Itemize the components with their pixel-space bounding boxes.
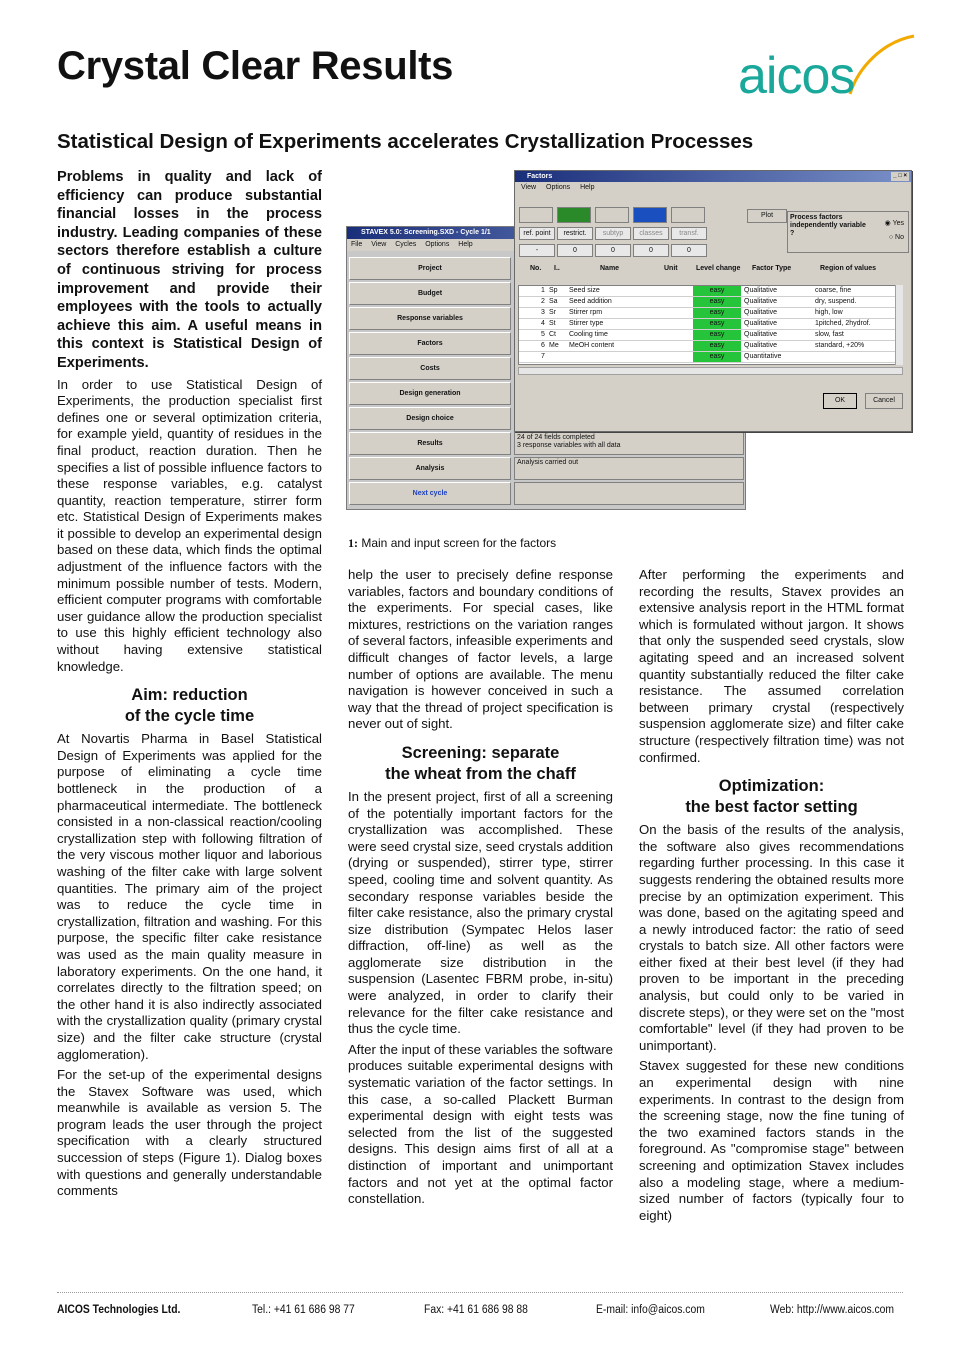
factors-title-bar (515, 171, 911, 182)
menu-file[interactable]: File (351, 241, 363, 248)
design-choice-button[interactable]: Design choice (349, 407, 511, 430)
section-heading-aim (57, 685, 322, 727)
plot-button[interactable]: Plot (747, 209, 787, 223)
heading-line: Optimization: (718, 777, 825, 796)
factors-title: Factors (527, 173, 553, 180)
table-cell: MeOH content (569, 342, 615, 349)
classes-button[interactable]: classes (633, 227, 669, 240)
figure-caption (348, 536, 556, 551)
table-cell: easy (693, 286, 741, 296)
table-cell: 5 (541, 331, 545, 338)
column-header: Level change (696, 265, 741, 272)
table-row[interactable] (519, 286, 902, 297)
table-cell: Seed addition (569, 298, 612, 305)
factor-grid-header (518, 259, 908, 285)
analysis-status: Analysis carried out (514, 457, 744, 480)
table-row[interactable] (519, 341, 902, 352)
table-cell: Qualitative (744, 331, 778, 338)
table-cell: Qualitative (744, 342, 778, 349)
menu-options[interactable]: Options (425, 241, 450, 248)
paragraph: After the input of these variables the software produces suitable experimental designs with systematic variation of the factor settings. In this case, a so-called Plackett Burman experimental design with eight tests was selected from the list of the suggested designs. This design aims first of all at a distinction of important and unimportant factors and not yet at the optimal factor constellation. (348, 1041, 613, 1207)
menu-help[interactable]: Help (580, 184, 595, 191)
caption-number: 1: (348, 536, 358, 550)
table-cell: 2 (541, 298, 545, 305)
window-controls-icon[interactable]: _ □ × (893, 173, 907, 179)
lead-paragraph: Problems in quality and lack of efficiency can produce substantial financial losses in the process industry. Leading companies of these sectors therefore establish a culture of continuous striving for process improvement and provide their employees with the tools to actually achieve this aim. A useful means in this context is Statistical Design of Experiments. (57, 169, 322, 371)
column-2 (348, 567, 613, 1212)
heading-line: the wheat from the chaff (385, 764, 576, 783)
table-cell: high, low (815, 309, 843, 316)
factors-menu-bar (515, 182, 911, 193)
toolbar-yinyang-icon[interactable] (671, 207, 705, 223)
subtyp-button[interactable]: subtyp (595, 227, 631, 240)
section-heading-screening (348, 743, 613, 785)
table-cell: Stirrer type (569, 320, 604, 327)
column-header: Unit (664, 265, 678, 272)
paragraph: For the set-up of the experimental designs the Stavex Software was used, which meanwhile is available as version 5. The program leads the user through the project specification with a clearly structured succession of steps (Figure 1). Dialog boxes with questions and generally understandable comments (57, 1067, 322, 1199)
table-cell: Ct (549, 331, 556, 338)
costs-button[interactable]: Costs (349, 357, 511, 380)
paragraph: Stavex suggested for these new conditions an experimental design with nine experiments. In contrast to the design from the screening stage, now the fine tuning of the two examined factors stands in the foreground. As "compromise stage" between screening and optimization Stavex includes also a modeling stage, where a medium-sized number of factors (typically four to eight) (639, 1058, 904, 1223)
results-status-line: 3 response variables with all data (517, 442, 621, 449)
column-header: Factor Type (752, 265, 792, 272)
table-cell: 4 (541, 320, 545, 327)
menu-cycles[interactable]: Cycles (395, 241, 417, 248)
table-cell: dry, suspend. (815, 298, 857, 305)
option-yes[interactable]: ◉ Yes (884, 220, 904, 227)
cancel-button[interactable]: Cancel (865, 393, 903, 409)
table-cell: Seed size (569, 287, 600, 294)
toolbar-green-icon[interactable] (557, 207, 591, 223)
factors-button[interactable]: Factors (349, 332, 511, 355)
table-row[interactable] (519, 308, 902, 319)
table-cell: coarse, fine (815, 287, 852, 294)
table-cell: Qualitative (744, 298, 778, 305)
section-heading-optimization (639, 776, 904, 818)
footer-web[interactable]: Web: http://www.aicos.com (770, 1304, 895, 1316)
table-cell: easy (693, 308, 741, 318)
paragraph: On the basis of the results of the analysis, the software also gives recommendations regarding further processing. In this case it suggests rendering the obtained results more precise by an optimization experiment. This was done, based on the agitating speed and a newly introduced factor: the ratio of seed crystals to batch size. All other factors were either fixed at their best level (if they had proven to be important in the preceding analysis, but could only to be varied in discrete steps), or they were set on the "most comfortable" level (if they had proven to be unimportant). (639, 822, 904, 1053)
toolbar-blue-icon[interactable] (633, 207, 667, 223)
heading-line: the best factor setting (685, 798, 858, 817)
heading-line: Screening: separate (401, 743, 560, 762)
count-field: 0 (595, 244, 631, 257)
heading-line: of the cycle time (124, 707, 255, 726)
option-yes-label: Yes (892, 220, 904, 227)
column-header: Region of values (820, 265, 877, 272)
table-cell: Cooling time (569, 331, 608, 338)
menu-view[interactable]: View (371, 241, 387, 248)
footer-divider (57, 1292, 903, 1293)
count-field: 0 (671, 244, 707, 257)
count-field: 0 (633, 244, 669, 257)
process-factors-label: Process factors independently variable ? (790, 214, 866, 237)
table-row[interactable] (519, 297, 902, 308)
column-header: Name (600, 265, 620, 272)
page-title: Crystal Clear Results (57, 44, 454, 88)
footer-company: AICOS Technologies Ltd. (57, 1304, 181, 1316)
table-cell: 6 (541, 342, 545, 349)
table-cell: easy (693, 341, 741, 351)
option-no[interactable]: ○ No (888, 234, 904, 241)
grid-horizontal-scrollbar[interactable] (518, 367, 903, 375)
page-subtitle: Statistical Design of Experiments accelerates Crystallization Processes (57, 130, 754, 153)
process-factors-group (787, 211, 909, 253)
table-cell: standard, +20% (815, 342, 865, 349)
table-cell: Sp (549, 287, 558, 294)
design-generation-button[interactable]: Design generation (349, 382, 511, 405)
column-3 (639, 567, 904, 1228)
ok-button[interactable]: OK (823, 393, 857, 409)
table-cell: Stirrer rpm (569, 309, 603, 316)
aicos-logo (732, 28, 922, 108)
table-cell: 1 (541, 287, 545, 294)
transf-button[interactable]: transf. (671, 227, 707, 240)
restrict-button[interactable]: restrict. (557, 227, 593, 240)
results-button[interactable]: Results (349, 432, 511, 455)
table-cell: slow, fast (815, 331, 844, 338)
table-cell: easy (693, 319, 741, 329)
toolbar-bars-icon[interactable] (595, 207, 629, 223)
table-cell: 7 (541, 353, 545, 360)
table-cell: Sr (549, 309, 556, 316)
column-header: I.. (554, 265, 560, 272)
budget-button[interactable]: Budget (349, 282, 511, 305)
column-header: No. (530, 265, 542, 272)
table-cell: 1pitched, 2hydrof. (815, 320, 871, 327)
menu-view[interactable]: View (521, 184, 537, 191)
table-cell: Qualitative (744, 287, 778, 294)
paragraph: At Novartis Pharma in Basel Statistical Design of Experiments was applied for the purpose of eliminating a cycle time bottleneck in the production of a pharmaceutical intermediate. The bottleneck consisted in a non-classical reaction/cooling crystallization step with following filtration of the very viscous mother liquor and laborious washing of the filter cake with large solvent quantities. The primary aim of the project was to reduce the cycle time in crystallization, filtration and washing. For this purpose, the specific filter cake resistance was used as the main quality measure in laboratory experiments. On the one hand, it correlates directly to the filtration speed; on the other hand it is also indirectly associated with the crystallization quality (primary crystal size) and the filter cake structure (crystal agglomeration). (57, 731, 322, 1062)
table-cell: easy (693, 352, 741, 362)
factors-dialog (514, 170, 912, 432)
column-1 (57, 168, 322, 1204)
table-cell: St (549, 320, 556, 327)
next-cycle-button[interactable]: Next cycle (349, 482, 511, 505)
table-row[interactable] (519, 330, 902, 341)
footer-tel: Tel.: +41 61 686 98 77 (252, 1304, 355, 1316)
response-variables-button[interactable]: Response variables (349, 307, 511, 330)
caption-text: Main and input screen for the factors (361, 536, 557, 550)
menu-help[interactable]: Help (458, 241, 473, 248)
project-button[interactable]: Project (349, 257, 511, 280)
footer-email[interactable]: E-mail: info@aicos.com (596, 1304, 705, 1316)
table-cell: Sa (549, 298, 558, 305)
table-cell: easy (693, 297, 741, 307)
menu-options[interactable]: Options (546, 184, 571, 191)
toolbar-triangle-icon[interactable] (519, 207, 553, 223)
paragraph: After performing the experiments and recording the results, Stavex provides an extensive analysis report in the HTML format which is formulated without jargon. It shows that only the suspended seed crystals, slow agitating speed and an increased solvent quantity substantially reduced the filter cake resistance. The assumed correlation between primary crystal (respectively suspension agglomerate size) and filter cake structure (respectively filtration time) was not confirmed. (639, 567, 904, 765)
paragraph: In order to use Statistical Design of Experiments, the production specialist first defines one or several optimization criteria, for example yield, quantity of residues in the final product, reaction duration. Then he specifies a list of possible influence factors to these response variables, e.g. catalyst quantity, reaction temperature, stirrer form etc. Statistical Design of Experiments makes it possible to develop an experimental design based on these data, which finds the optimal adjustment of the influence factors with the minimum possible number of tests. Modern, efficient computer programs with comfortable user guidance allow the production specialist to use this highly efficient technology also without having extensive statistical knowledge. (57, 376, 322, 674)
paragraph: help the user to precisely define response variables, factors and boundary conditions of the experiments. For special cases, like mixtures, restrictions on the variation ranges of several factors, infeasible experiments and difficult changes of factor levels, a large number of options are available. The menu navigation is however conceived in such a way that the thread of project specification is never out of sight. (348, 567, 613, 732)
option-no-label: No (895, 234, 904, 241)
footer-fax: Fax: +41 61 686 98 88 (424, 1304, 528, 1316)
paragraph: In the present project, first of all a screening of the potentially important factors for the crystallization was accomplished. These were seed crystal size, seed crystals addition (drying or suspended), stirrer type, stirrer speed, cooling time and solvent quantity. As secondary response variables beside the filter cake resistance, also the primary crystal size distribution (Sympatec Helos laser diffraction, off-line) as well as the agglomerate size distribution in the suspension (Lasentec FBRM probe, in-situ) were analyzed, in order to clarify their relevance for the filter cake resistance and thus the cycle time. (348, 788, 613, 1037)
logo-text: aicos (738, 47, 855, 105)
count-field: - (519, 244, 555, 257)
table-cell: easy (693, 330, 741, 340)
heading-line: Aim: reduction (131, 686, 248, 705)
count-field: 0 (557, 244, 593, 257)
table-cell: Quantitative (744, 353, 782, 360)
table-cell: Me (549, 342, 559, 349)
grid-vertical-scrollbar[interactable] (895, 285, 903, 365)
table-row[interactable] (519, 319, 902, 330)
stavex-title-bar: STAVEX 5.0: Screening.SXD - Cycle 1/1 (347, 227, 745, 239)
table-cell: 3 (541, 309, 545, 316)
analysis-button[interactable]: Analysis (349, 457, 511, 480)
factor-grid (518, 285, 903, 365)
table-row[interactable] (519, 352, 902, 363)
results-status (514, 432, 744, 455)
table-cell: Qualitative (744, 320, 778, 327)
ref-point-button[interactable]: ref. point (519, 227, 555, 240)
next-cycle-status (514, 482, 744, 505)
figure-screenshot (346, 170, 912, 510)
table-cell: Qualitative (744, 309, 778, 316)
results-status-line: 24 of 24 fields completed (517, 434, 595, 441)
